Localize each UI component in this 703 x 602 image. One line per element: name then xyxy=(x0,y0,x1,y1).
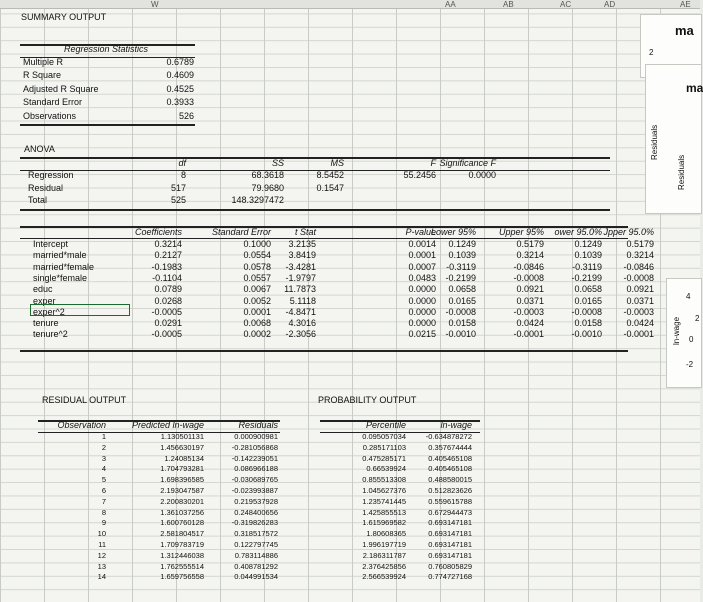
coef-cell: 3.8419 xyxy=(288,250,316,261)
chart-tick: 2 xyxy=(649,48,654,57)
residual-cell: 2.200830201 xyxy=(160,496,204,506)
coef-cell: 0.0554 xyxy=(243,250,271,261)
coef-cell: 11.7873 xyxy=(284,284,316,295)
probability-cell: 0.488580015 xyxy=(428,475,472,485)
coef-header: Upper 95% xyxy=(498,227,544,237)
summary-title: SUMMARY OUTPUT xyxy=(21,12,107,22)
coef-cell: 0.3214 xyxy=(516,250,544,261)
residual-cell: 1.698396585 xyxy=(160,475,204,485)
coef-cell: 0.0000 xyxy=(408,295,436,306)
coef-row-label: educ xyxy=(33,284,53,295)
residual-cell: 1.600760128 xyxy=(160,518,204,528)
coef-cell: -0.3119 xyxy=(572,261,602,272)
coef-header: ower 95.0% xyxy=(554,227,602,237)
coef-header: Jpper 95.0% xyxy=(603,227,654,237)
probability-cell: 0.512823626 xyxy=(428,486,472,495)
residual-cell: 9 xyxy=(101,518,106,528)
probability-cell: 0.405465108 xyxy=(428,453,472,463)
coef-row-label: exper^2 xyxy=(33,306,65,317)
probability-cell: 1.80608365 xyxy=(366,529,406,539)
coef-row-label: married*female xyxy=(33,261,95,272)
coef-row-label: tenure^2 xyxy=(33,329,68,340)
probability-cell: 0.693147181 xyxy=(428,529,472,539)
axis-tick-2: 2 xyxy=(695,314,700,323)
probability-cell: -0.634878272 xyxy=(425,432,472,441)
residual-cell: -0.319826283 xyxy=(231,518,278,528)
coef-cell: 0.0068 xyxy=(243,318,271,329)
probability-cell: 1.045627376 xyxy=(362,486,406,495)
coef-header: Coefficients xyxy=(134,227,182,237)
coef-cell: -4.8471 xyxy=(285,306,316,317)
coef-header: P-value xyxy=(405,227,436,237)
coef-cell: 0.0158 xyxy=(574,318,602,329)
anova-header: df xyxy=(178,158,186,168)
coef-cell: -0.0001 xyxy=(513,329,544,340)
probability-cell: 0.285171103 xyxy=(362,442,406,452)
probability-cell: 2.186311787 xyxy=(362,550,406,560)
coef-cell: 0.0578 xyxy=(243,261,271,272)
coef-cell: 0.1249 xyxy=(574,239,602,249)
residual-header: Observation xyxy=(57,420,106,430)
axis-label-lnwage: ln-wage xyxy=(672,316,681,345)
residual-cell: 0.122797745 xyxy=(234,540,278,549)
probability-cell: 0.693147181 xyxy=(428,518,472,528)
coef-header: Lower 95% xyxy=(430,227,476,237)
coef-cell: -0.0846 xyxy=(513,261,544,272)
regstats-value: 0.6789 xyxy=(166,57,194,67)
coef-cell: 0.5179 xyxy=(626,239,654,249)
coef-cell: -0.0001 xyxy=(623,329,654,340)
regstats-value: 526 xyxy=(178,110,194,121)
coef-cell: -0.0003 xyxy=(513,306,544,317)
residual-cell: 0.783114886 xyxy=(234,550,278,560)
axis-tick-0: 0 xyxy=(689,335,694,344)
anova-cell: 8.5452 xyxy=(316,170,344,180)
residual-cell: 1.762555514 xyxy=(160,561,204,571)
coef-cell: -0.0005 xyxy=(151,306,182,317)
residual-cell: 1.24085134 xyxy=(164,453,204,463)
coef-cell: -2.3056 xyxy=(285,329,316,340)
residual-cell: 4 xyxy=(101,464,106,474)
residual-cell: 1.361037256 xyxy=(160,507,204,517)
residual-cell: 1.456630197 xyxy=(160,442,204,452)
residual-header: Residuals xyxy=(238,420,278,430)
coef-cell: 0.0067 xyxy=(243,284,271,295)
coef-cell: 0.0000 xyxy=(408,284,436,295)
anova-cell: 55.2456 xyxy=(403,170,436,180)
coef-cell: 0.0483 xyxy=(408,272,436,283)
regstats-label: Observations xyxy=(23,110,77,121)
coef-cell: 0.0002 xyxy=(243,329,271,340)
regstats-value: 0.3933 xyxy=(166,97,194,108)
anova-header: SS xyxy=(271,158,284,168)
selected-cell[interactable] xyxy=(30,304,130,316)
coef-cell: -0.0008 xyxy=(445,306,476,317)
residual-cell: 1.704793281 xyxy=(160,464,204,474)
coef-cell: 0.3214 xyxy=(154,239,182,249)
probability-cell: 0.559615788 xyxy=(428,496,472,506)
anova-cell: 0.1547 xyxy=(316,182,344,193)
probability-cell: 0.693147181 xyxy=(428,540,472,549)
residual-cell: 7 xyxy=(101,496,106,506)
anova-cell: 148.3297472 xyxy=(231,195,284,205)
coef-bottom-border xyxy=(20,350,628,352)
coef-cell: 0.0000 xyxy=(408,318,436,329)
probability-cell: 1.996197719 xyxy=(362,540,406,549)
coef-cell: 0.1039 xyxy=(448,250,476,261)
anova-cell: 68.3618 xyxy=(251,170,284,180)
coef-row-label: tenure xyxy=(33,318,59,329)
residual-cell: 1 xyxy=(101,432,106,441)
chart-title-ma: ma xyxy=(675,23,694,38)
residual-cell: 0.248400656 xyxy=(234,507,278,517)
axis-label-residuals-2: Residuals xyxy=(677,154,686,190)
regstats-label: Standard Error xyxy=(23,97,83,108)
residual-cell: 0.086966188 xyxy=(234,464,278,474)
coef-row-label: married*male xyxy=(33,250,87,261)
anova-header: F xyxy=(430,158,436,168)
coef-cell: 0.0789 xyxy=(154,284,182,295)
probability-cell: 0.095057034 xyxy=(362,432,406,441)
coef-cell: 4.3016 xyxy=(288,318,316,329)
coef-row-label: Intercept xyxy=(33,239,69,249)
coef-cell: 0.0424 xyxy=(516,318,544,329)
coef-header: Standard Error xyxy=(211,227,271,237)
residual-cell: 14 xyxy=(97,572,106,582)
coef-cell: 0.1249 xyxy=(448,239,476,249)
residual-cell: 2.581804517 xyxy=(160,529,204,539)
residual-cell: 2 xyxy=(101,442,106,452)
coef-cell: 0.0921 xyxy=(516,284,544,295)
probability-cell: 1.235741445 xyxy=(362,496,406,506)
probability-cell: 0.774727168 xyxy=(428,572,472,582)
coef-cell: -0.1104 xyxy=(152,272,182,283)
coef-cell: 0.0001 xyxy=(408,250,436,261)
coef-cell: 0.0268 xyxy=(154,295,182,306)
probability-cell: 0.475285171 xyxy=(362,453,406,463)
coef-cell: -0.0010 xyxy=(571,329,602,340)
anova-cell: 517 xyxy=(170,182,186,193)
coef-cell: 3.2135 xyxy=(288,239,316,249)
probability-cell: 2.566539924 xyxy=(362,572,406,582)
coef-cell: 0.0165 xyxy=(574,295,602,306)
coef-cell: 0.1039 xyxy=(574,250,602,261)
residual-cell: 8 xyxy=(101,507,106,517)
coef-cell: 0.3214 xyxy=(626,250,654,261)
coef-cell: 0.0215 xyxy=(408,329,436,340)
regstats-value: 0.4609 xyxy=(166,70,194,81)
anova-cell: 8 xyxy=(180,170,186,180)
coef-cell: -0.0003 xyxy=(623,306,654,317)
residual-cell: 6 xyxy=(101,486,106,495)
probability-output-title: PROBABILITY OUTPUT xyxy=(318,395,417,405)
residual-cell: 0.219537928 xyxy=(234,496,278,506)
anova-title: ANOVA xyxy=(24,144,55,154)
residual-cell: 2.193047587 xyxy=(160,486,204,495)
residual-cell: 11 xyxy=(98,540,106,549)
coef-cell: -0.1983 xyxy=(151,261,182,272)
coef-cell: -1.9797 xyxy=(285,272,316,283)
coef-cell: 0.0007 xyxy=(408,261,436,272)
coef-cell: 0.0158 xyxy=(448,318,476,329)
coef-cell: 0.0658 xyxy=(448,284,476,295)
coef-cell: 0.0052 xyxy=(243,295,271,306)
chart-title-ma-2: ma xyxy=(686,81,703,95)
coef-cell: -0.3119 xyxy=(446,261,476,272)
coef-cell: -0.2199 xyxy=(571,272,602,283)
anova-header: MS xyxy=(330,158,344,168)
residual-cell: -0.142239051 xyxy=(231,453,278,463)
probability-cell: 1.615969582 xyxy=(362,518,406,528)
probability-cell: 0.855513308 xyxy=(362,475,406,485)
regstats-label: Adjusted R Square xyxy=(23,83,99,94)
coef-cell: -0.0008 xyxy=(623,272,654,283)
coef-row-label: single*female xyxy=(33,272,88,283)
coef-cell: 0.0014 xyxy=(408,239,436,249)
column-header-bar[interactable]: W AA AB AC AD AE xyxy=(0,0,700,9)
residual-cell: -0.281056868 xyxy=(231,442,278,452)
residual-cell: 0.044991534 xyxy=(234,572,278,582)
axis-label-residuals-1: Residuals xyxy=(650,124,659,160)
coef-cell: 0.0557 xyxy=(243,272,271,283)
residual-cell: 0.408781292 xyxy=(234,561,278,571)
coef-row-label: exper xyxy=(33,295,56,306)
coef-cell: 0.0001 xyxy=(243,306,271,317)
coef-cell: -0.2199 xyxy=(445,272,476,283)
coef-cell: -0.0008 xyxy=(513,272,544,283)
residual-cell: 1.130501131 xyxy=(160,432,204,441)
coef-cell: -0.0005 xyxy=(151,329,182,340)
anova-row-label: Total xyxy=(28,195,48,205)
probability-cell: 1.425855513 xyxy=(362,507,406,517)
residual-cell: 13 xyxy=(97,561,106,571)
coef-cell: 5.1118 xyxy=(289,295,316,306)
coef-cell: -0.0846 xyxy=(623,261,654,272)
regression-statistics-title: Regression Statistics xyxy=(64,44,149,54)
coef-cell: 0.0424 xyxy=(626,318,654,329)
axis-tick-4: 4 xyxy=(686,292,691,301)
coef-cell: 0.0371 xyxy=(626,295,654,306)
probability-cell: 0.693147181 xyxy=(428,550,472,560)
coef-cell: 0.0921 xyxy=(626,284,654,295)
anova-cell: 79.9680 xyxy=(251,182,284,193)
coef-cell: -0.0010 xyxy=(445,329,476,340)
regstats-bottom-border xyxy=(20,124,195,126)
residual-cell: 0.000900981 xyxy=(234,432,278,441)
anova-cell: 525 xyxy=(170,195,186,205)
anova-header: Significance F xyxy=(439,158,496,168)
coef-cell: 0.5179 xyxy=(516,239,544,249)
residual-cell: 1.659756558 xyxy=(160,572,204,582)
coef-cell: 0.0658 xyxy=(574,284,602,295)
residual-header: Predicted ln-wage xyxy=(131,420,204,430)
residual-cell: 0.318517572 xyxy=(234,529,278,539)
anova-cell: 0.0000 xyxy=(468,170,496,180)
residual-cell: 3 xyxy=(101,453,106,463)
residual-cell: 12 xyxy=(97,550,106,560)
axis-tick-neg2: -2 xyxy=(686,360,694,369)
coef-header: t Stat xyxy=(294,227,316,237)
coef-cell: 0.0371 xyxy=(516,295,544,306)
coef-cell: -0.0008 xyxy=(571,306,602,317)
regstats-label: Multiple R xyxy=(23,57,64,67)
regstats-label: R Square xyxy=(23,70,62,81)
coef-cell: -3.4281 xyxy=(285,261,316,272)
coef-cell: 0.0000 xyxy=(408,306,436,317)
probability-cell: 0.672944473 xyxy=(428,507,472,517)
residual-output-title: RESIDUAL OUTPUT xyxy=(42,395,127,405)
residual-cell: 5 xyxy=(101,475,106,485)
residual-cell: -0.030689765 xyxy=(231,475,278,485)
anova-bottom-border xyxy=(20,209,610,211)
residual-cell: 1.312446038 xyxy=(160,550,204,560)
coef-cell: 0.2127 xyxy=(154,250,182,261)
coef-cell: 0.0291 xyxy=(154,318,182,329)
probability-cell: 0.405465108 xyxy=(428,464,472,474)
residual-cell: 1.709783719 xyxy=(160,540,204,549)
residual-cell: -0.023993887 xyxy=(231,486,278,495)
regstats-value: 0.4525 xyxy=(166,83,194,94)
probability-header: Percentile xyxy=(365,420,406,430)
anova-row-label: Residual xyxy=(28,182,64,193)
probability-header: ln-wage xyxy=(440,420,472,430)
probability-cell: 0.357674444 xyxy=(428,442,472,452)
probability-cell: 0.760805829 xyxy=(428,561,472,571)
anova-row-label: Regression xyxy=(28,170,74,180)
residual-cell: 10 xyxy=(97,529,106,539)
coef-cell: 0.1000 xyxy=(243,239,271,249)
probability-cell: 2.376425856 xyxy=(362,561,406,571)
probability-cell: 0.66539924 xyxy=(366,464,406,474)
coef-cell: 0.0165 xyxy=(448,295,476,306)
